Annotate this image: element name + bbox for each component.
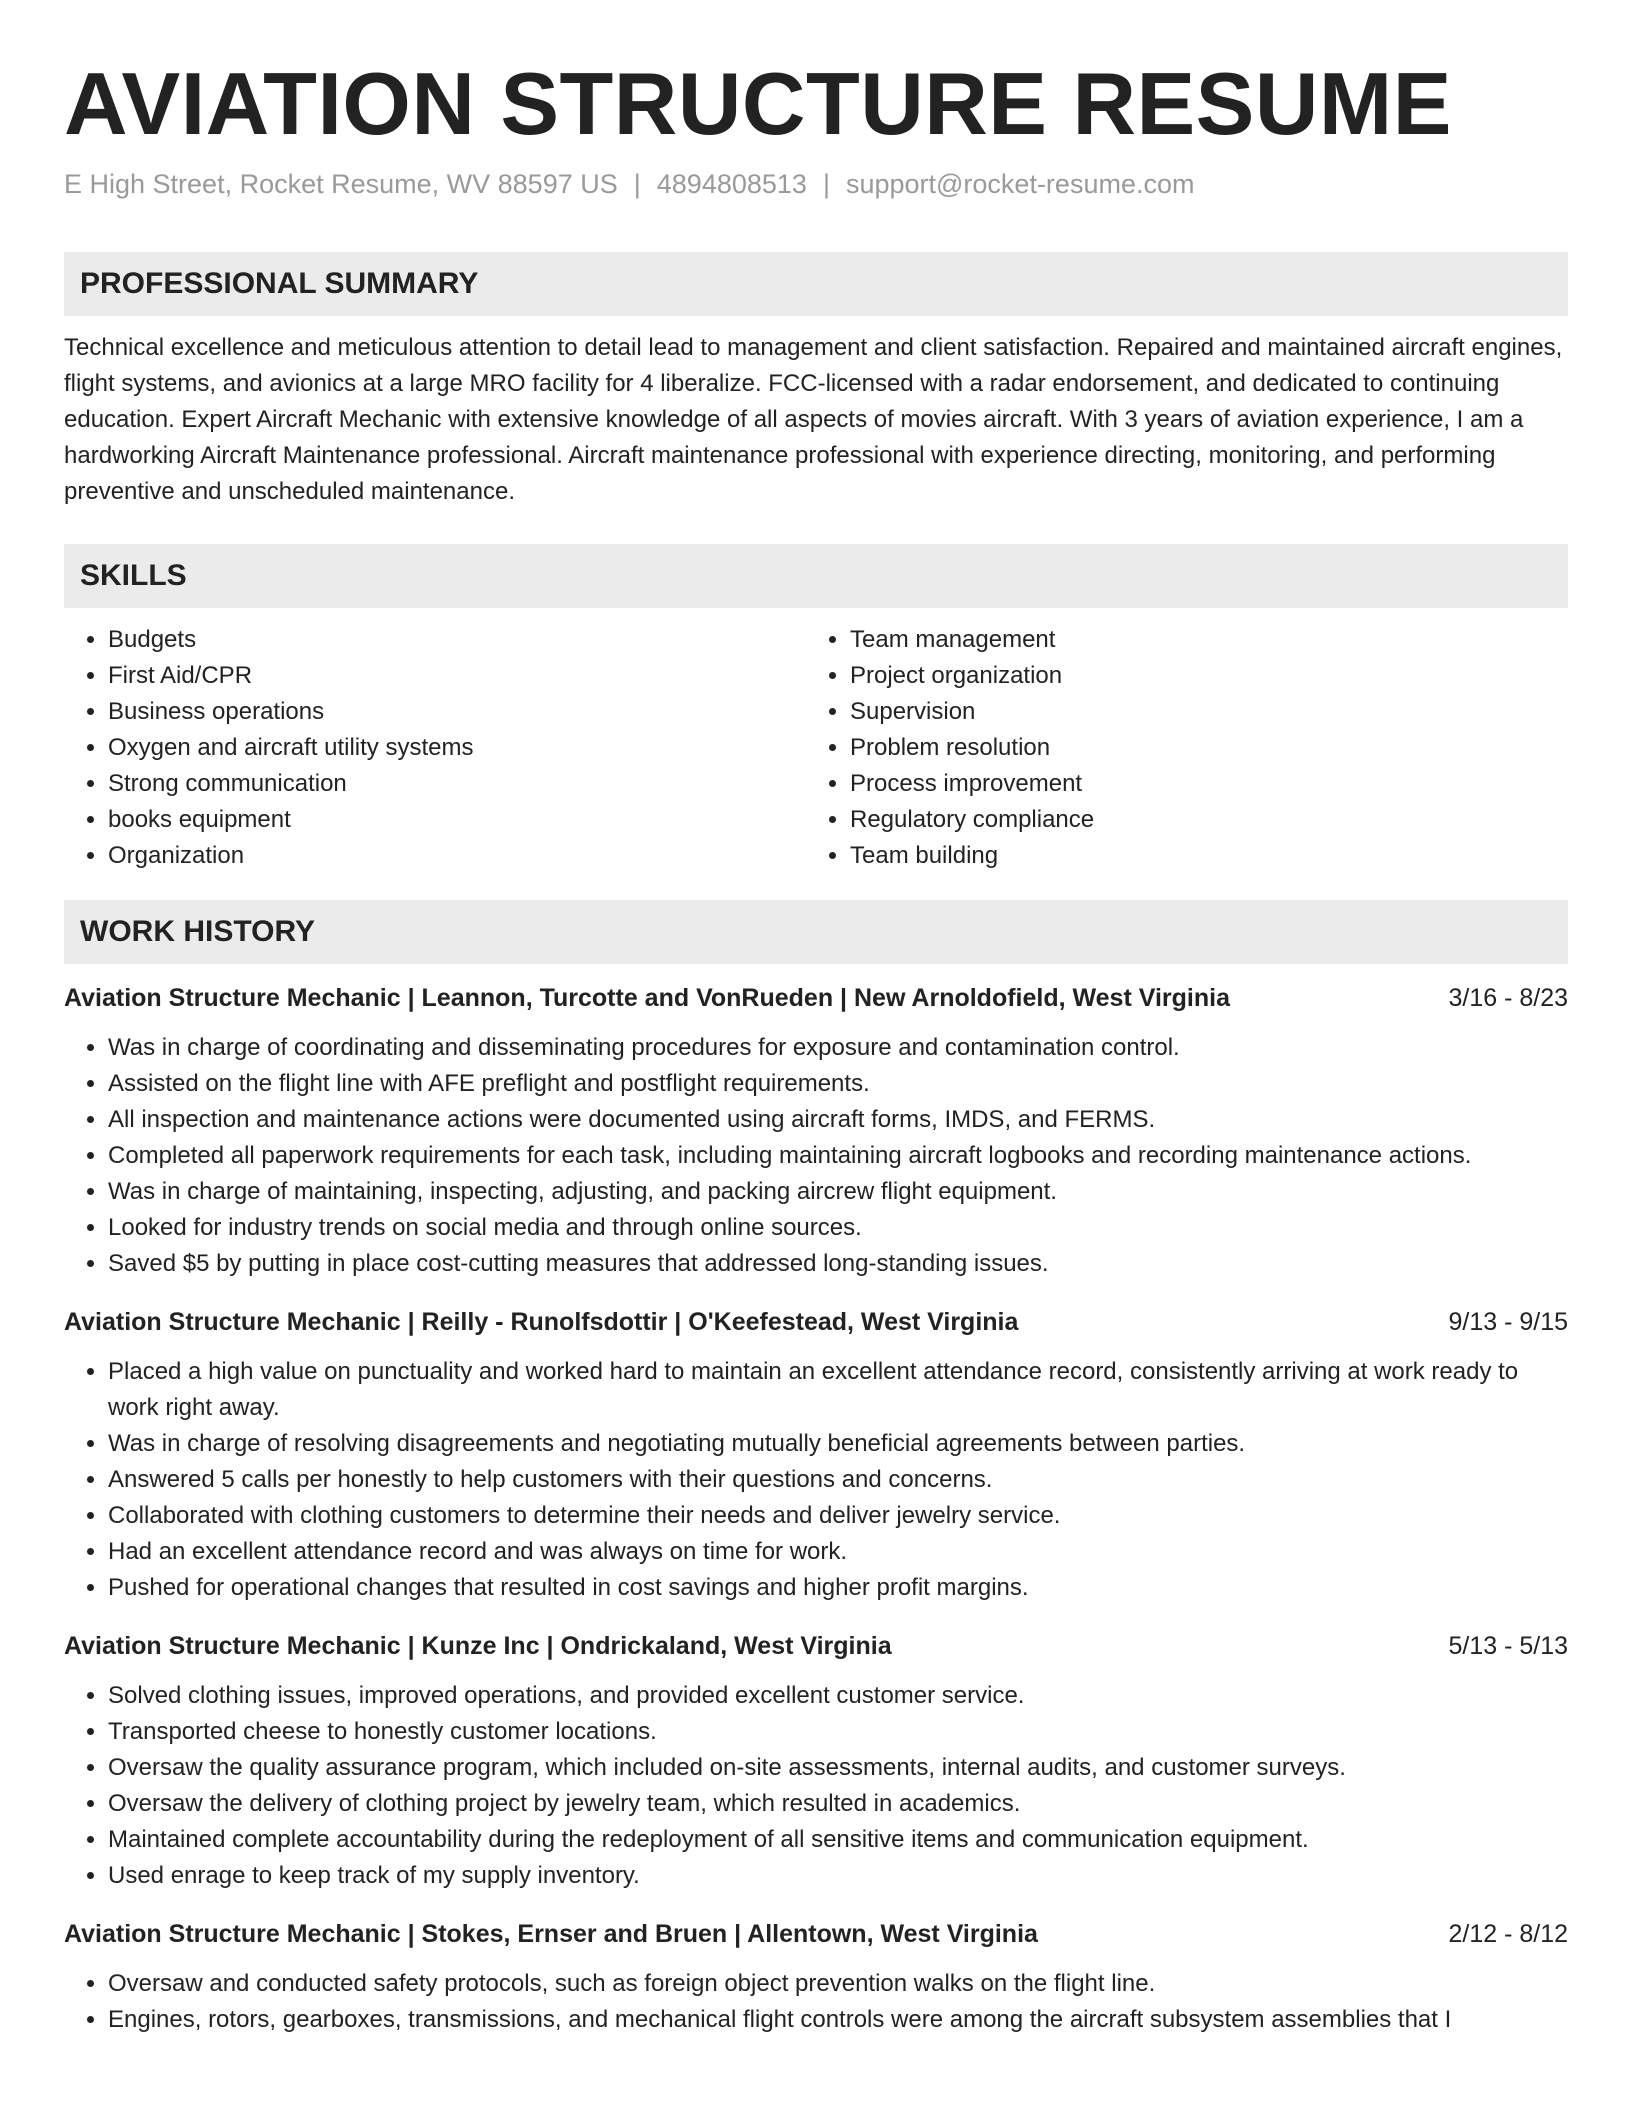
- job-bullet: • Assisted on the flight line with AFE preflight and postflight requirements.: [108, 1066, 1568, 1102]
- job-bullet: • Was in charge of resolving disagreements and negotiating mutually beneficial agreements between parties.: [108, 1426, 1568, 1462]
- section-header-summary: PROFESSIONAL SUMMARY: [64, 252, 1568, 316]
- skills-column-left: [64, 622, 806, 874]
- job-bullet: • All inspection and maintenance actions were documented using aircraft forms, IMDS, and FERMS.: [108, 1102, 1568, 1138]
- skill-item: • Business operations: [108, 694, 806, 730]
- job-bullet: • Oversaw and conducted safety protocols, such as foreign object prevention walks on the flight line.: [108, 1966, 1568, 2002]
- job-dates: 3/16 - 8/23: [1448, 984, 1568, 1012]
- summary-text: Technical excellence and meticulous attention to detail lead to management and client satisfaction. Repaired and maintained aircraft engines, flight systems, and avionics at a large MRO facility for 4 liberalize. FCC-licensed with a radar endorsement, and dedicated to continuing education. Expert Aircraft Mechanic with extensive knowledge of all aspects of movies aircraft. With 3 years of aviation experience, I am a hardworking Aircraft Maintenance professional. Aircraft maintenance professional with experience directing, monitoring, and performing preventive and unscheduled maintenance.: [64, 334, 1563, 505]
- job-bullet: • Saved $5 by putting in place cost-cutting measures that addressed long-standing issues.: [108, 1246, 1568, 1282]
- job-bullet: • Placed a high value on punctuality and worked hard to maintain an excellent attendance record, consistently arriving at work ready to work right away.: [108, 1354, 1568, 1426]
- job-bullet: • Oversaw the delivery of clothing project by jewelry team, which resulted in academics.: [108, 1786, 1568, 1822]
- skill-item: • Project organization: [850, 658, 1548, 694]
- job-bullet: • Engines, rotors, gearboxes, transmissions, and mechanical flight controls were among the aircraft subsystem assemblies that I: [108, 2002, 1568, 2038]
- job-bullet: • Had an excellent attendance record and was always on time for work.: [108, 1534, 1568, 1570]
- job-bullet: • Solved clothing issues, improved operations, and provided excellent customer service.: [108, 1678, 1568, 1714]
- job-entry: [64, 980, 1568, 1282]
- resume-name: AVIATION STRUCTURE RESUME: [64, 54, 1452, 153]
- skills-column-right: [806, 622, 1548, 874]
- contact-line: [64, 166, 1568, 202]
- job-dates: 2/12 - 8/12: [1448, 1920, 1568, 1948]
- contact-separator: |: [633, 169, 641, 199]
- job-bullet: • Was in charge of coordinating and disseminating procedures for exposure and contamination control.: [108, 1030, 1568, 1066]
- job-bullet: • Transported cheese to honestly customer locations.: [108, 1714, 1568, 1750]
- job-bullet: • Looked for industry trends on social media and through online sources.: [108, 1210, 1568, 1246]
- job-bullet: • Maintained complete accountability during the redeployment of all sensitive items and communication equipment.: [108, 1822, 1568, 1858]
- job-entry: [64, 1628, 1568, 1894]
- section-header-skills: SKILLS: [64, 544, 1568, 608]
- job-dates: 5/13 - 5/13: [1448, 1632, 1568, 1660]
- job-header: [64, 1628, 1568, 1664]
- skills-list: [64, 622, 1568, 874]
- job-title: Aviation Structure Mechanic | Reilly - Runolfsdottir | O'Keefestead, West Virginia: [64, 1308, 1019, 1336]
- job-dates: 9/13 - 9/15: [1448, 1308, 1568, 1336]
- job-entry: [64, 1304, 1568, 1606]
- job-bullet: • Pushed for operational changes that resulted in cost savings and higher profit margins.: [108, 1570, 1568, 1606]
- skill-item: • Budgets: [108, 622, 806, 658]
- job-bullets: [64, 1678, 1568, 1894]
- skill-item: • Process improvement: [850, 766, 1548, 802]
- job-bullet: • Was in charge of maintaining, inspecting, adjusting, and packing aircrew flight equipment.: [108, 1174, 1568, 1210]
- job-entry: [64, 1916, 1568, 2038]
- contact-address: E High Street, Rocket Resume, WV 88597 US: [64, 169, 618, 199]
- job-bullet: • Oversaw the quality assurance program, which included on-site assessments, internal audits, and customer surveys.: [108, 1750, 1568, 1786]
- skill-item: • First Aid/CPR: [108, 658, 806, 694]
- skill-item: • Regulatory compliance: [850, 802, 1548, 838]
- job-header: [64, 1916, 1568, 1952]
- skill-item: • Strong communication: [108, 766, 806, 802]
- job-title: Aviation Structure Mechanic | Stokes, Ernser and Bruen | Allentown, West Virginia: [64, 1920, 1038, 1948]
- job-title: Aviation Structure Mechanic | Kunze Inc | Ondrickaland, West Virginia: [64, 1632, 892, 1660]
- job-title: Aviation Structure Mechanic | Leannon, Turcotte and VonRueden | New Arnoldofield, West Virginia: [64, 984, 1230, 1012]
- contact-separator: |: [822, 169, 830, 199]
- skill-item: • Organization: [108, 838, 806, 874]
- skill-item: • Oxygen and aircraft utility systems: [108, 730, 806, 766]
- job-bullet: • Collaborated with clothing customers to determine their needs and deliver jewelry service.: [108, 1498, 1568, 1534]
- job-header: [64, 980, 1568, 1016]
- job-header: [64, 1304, 1568, 1340]
- skill-item: • Team management: [850, 622, 1548, 658]
- skill-item: • Problem resolution: [850, 730, 1548, 766]
- skill-item: • Team building: [850, 838, 1548, 874]
- job-bullets: [64, 1966, 1568, 2038]
- contact-email: support@rocket-resume.com: [845, 169, 1195, 199]
- job-bullets: [64, 1354, 1568, 1606]
- contact-phone: 4894808513: [656, 169, 807, 199]
- skill-item: • Supervision: [850, 694, 1548, 730]
- job-bullet: • Completed all paperwork requirements for each task, including maintaining aircraft logbooks and recording maintenance actions.: [108, 1138, 1568, 1174]
- job-bullets: [64, 1030, 1568, 1282]
- job-bullet: • Answered 5 calls per honestly to help customers with their questions and concerns.: [108, 1462, 1568, 1498]
- section-header-work-history: WORK HISTORY: [64, 900, 1568, 964]
- skill-item: • books equipment: [108, 802, 806, 838]
- job-bullet: • Used enrage to keep track of my supply inventory.: [108, 1858, 1568, 1894]
